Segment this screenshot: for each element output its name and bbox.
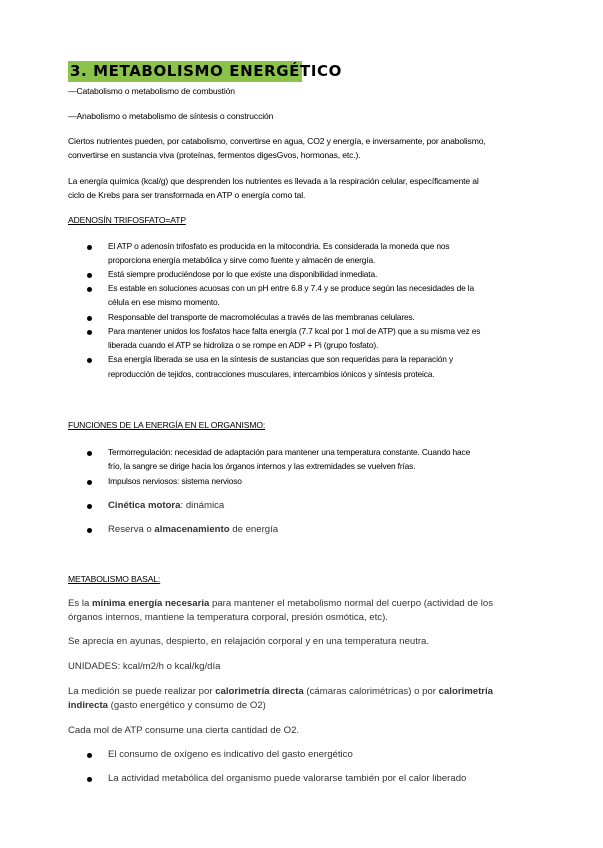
atp-list-item: proporciona energía metabólica y sirve como fuente y almacén de energía. (108, 255, 376, 265)
storage-post: de energía (229, 524, 279, 535)
bullet-dot (87, 245, 92, 250)
atp-list-item: Para mantener unidos los fosfatos hace falta energía (7.7 kcal por 1 mol de ATP) que a su misma vez es (108, 326, 481, 336)
bullet-dot (87, 480, 92, 485)
intro-paragraph-2-line-1: La energía química (kcal/g) que desprenden los nutrientes es llevada a la respiración celular, específicamente al (68, 176, 479, 186)
atp-list-item: Esa energía liberada se usa en la síntesis de sustancias que son requeridas para la reparación y (108, 354, 454, 364)
basal-p1-pre: Es la (68, 598, 92, 609)
thermoregulation-line-1: Termorregulación: necesidad de adaptación para mantener una temperatura constante. Cuando hace (108, 447, 471, 457)
basal-p4-mid: (cámaras calorimétricas) o por (303, 686, 439, 697)
bullet-dot (87, 287, 92, 292)
storage-pre: Reserva o (108, 524, 155, 535)
bullet-dot (87, 273, 92, 278)
basal-p4-bold1: calorimetría directa (215, 686, 304, 697)
basal-bullet-2: La actividad metabólica del organismo puede valorarse también por el calor liberado (108, 773, 467, 784)
basal-p4-pre: La medición se puede realizar por (68, 686, 216, 697)
basal-p4-line-1 (68, 685, 493, 698)
basal-p4-bold2: calorimetría (438, 686, 494, 697)
storage-item (108, 523, 278, 536)
storage-bold: almacenamiento (154, 524, 230, 535)
anabolism-line: —Anabolismo o metabolismo de síntesis o construcción (68, 111, 274, 121)
basal-p4-bold3: indirecta (68, 700, 108, 711)
bullet-dot (87, 528, 92, 533)
bullet-dot (87, 330, 92, 335)
atp-list-item: reproducción de tejidos, contracciones musculares, intercambios iónicos y síntesis proteica. (108, 369, 435, 379)
intro-paragraph-2-line-2: ciclo de Krebs para ser transformada en ATP o energía como tal. (68, 190, 306, 200)
basal-p1-line-1 (68, 597, 493, 610)
atp-heading: ADENOSÍN TRIFOSFATO=ATP (68, 215, 186, 225)
thermoregulation-line-2: frío, la sangre se dirige hacia los órganos internos y las extremidades se vuelven frías. (108, 461, 416, 471)
basal-p1-line-2: órganos internos, mantiene la temperatura corporal, presión osmótica, etc). (68, 612, 388, 623)
basal-p2: Se aprecia en ayunas, despierto, en relajación corporal y en una temperatura neutra. (68, 636, 430, 647)
basal-p4-post: (gasto energético y consumo de O2) (108, 700, 266, 711)
basal-p4-line-2 (68, 699, 266, 712)
atp-list-item: Está siempre produciéndose por lo que existe una disponibilidad inmediata. (108, 269, 378, 279)
basal-p1-post: para mantener el metabolismo normal del cuerpo (actividad de los (209, 598, 494, 609)
atp-list-item: Es estable en soluciones acuosas con un pH entre 6.8 y 7.4 y se produce según las necesidades de la (108, 283, 474, 293)
basal-units: UNIDADES: kcal/m2/h o kcal/kg/día (68, 661, 221, 672)
bullet-dot (87, 504, 92, 509)
functions-heading: FUNCIONES DE LA ENERGÍA EN EL ORGANISMO: (68, 420, 266, 430)
nerve-impulses-item: Impulsos nerviosos: sistema nervioso (108, 476, 242, 486)
bullet-dot (87, 316, 92, 321)
bullet-dot (87, 753, 92, 758)
intro-paragraph-1-line-1: Ciertos nutrientes pueden, por catabolismo, convertirse en agua, CO2 y energía, e inversamente, por anabolismo, (68, 136, 486, 146)
kinetic-item (108, 499, 224, 512)
basal-heading: METABOLISMO BASAL: (68, 574, 161, 584)
atp-list-item: liberada cuando el ATP se hidroliza o se rompe en ADP + Pi (grupo fosfato). (108, 340, 379, 350)
basal-p5: Cada mol de ATP consume una cierta cantidad de O2. (68, 725, 300, 736)
bullet-dot (87, 451, 92, 456)
catabolism-line: —Catabolismo o metabolismo de combustión (68, 86, 235, 96)
bullet-dot (87, 777, 92, 782)
basal-bullet-1: El consumo de oxígeno es indicativo del gasto energético (108, 749, 353, 760)
intro-paragraph-1-line-2: convertirse en sustancia viva (proteínas, fermentos digesGvos, hormonas, etc.). (68, 150, 361, 160)
kinetic-text: : dinámica (180, 500, 225, 511)
basal-p1-bold: mínima energía necesaria (92, 598, 210, 609)
atp-list-item: El ATP o adenosín trifosfato es producida en la mitocondria. Es considerada la moneda que nos (108, 241, 450, 251)
kinetic-bold: Cinética motora (108, 500, 181, 511)
bullet-dot (87, 358, 92, 363)
atp-list-item: célula en ese mismo momento. (108, 297, 220, 307)
atp-list-item: Responsable del transporte de macromoléculas a través de las membranas celulares. (108, 312, 415, 322)
section-title: 3. METABOLISMO ENERGÉTICO (70, 62, 342, 80)
